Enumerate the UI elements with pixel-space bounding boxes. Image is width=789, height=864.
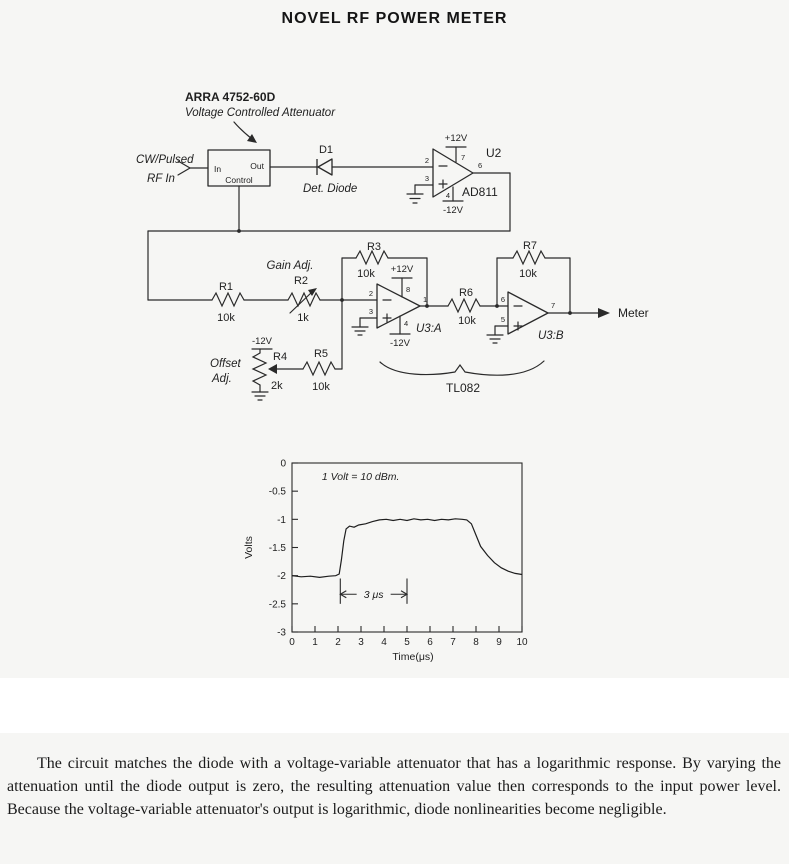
- x-tick-label: 0: [289, 637, 295, 648]
- attenuator-pin-control: Control: [225, 175, 253, 185]
- callout-arrow-line: [234, 122, 252, 139]
- tl082-brace: [380, 361, 544, 395]
- attenuator-pin-out: Out: [250, 161, 264, 171]
- u3b-ref: U3:B: [538, 330, 564, 342]
- u2-pin-6: 6: [478, 161, 483, 170]
- resistor-r7: [495, 240, 572, 315]
- attenuator-pin-in: In: [214, 164, 222, 174]
- u3a-pin-8: 8: [406, 285, 411, 294]
- resistor-zigzag-icon: [513, 251, 545, 264]
- d1-ref: D1: [318, 144, 334, 156]
- output-arrowhead-icon: [598, 308, 610, 318]
- x-tick-label: 6: [427, 637, 433, 648]
- y-tick-label: -2.5: [268, 599, 286, 611]
- input-label-line2: RF In: [147, 173, 175, 185]
- r1-value: 10k: [217, 312, 235, 324]
- offset-network: [210, 336, 342, 400]
- x-tick-label: 7: [450, 637, 456, 648]
- r2-value: 1k: [297, 312, 309, 324]
- resistor-zigzag-icon: [303, 362, 335, 375]
- u3b-pin-5: 5: [500, 315, 505, 324]
- offset-label-line2: Adj.: [212, 373, 232, 385]
- x-tick-label: 10: [516, 637, 528, 648]
- d1-label: Det. Diode: [303, 183, 358, 195]
- x-tick-label: 8: [473, 637, 479, 648]
- r6-value: 10k: [458, 315, 476, 327]
- x-tick-label: 1: [312, 637, 318, 648]
- r1-ref: R1: [218, 281, 234, 293]
- chart-canvas: [240, 448, 550, 678]
- u3a-ref: U3:A: [416, 323, 442, 335]
- u3b-pin-7: 7: [551, 301, 556, 310]
- plot-frame: [292, 463, 522, 632]
- r7-value: 10k: [519, 268, 537, 280]
- opamp-u2: [407, 133, 502, 216]
- resistor-zigzag-icon: [212, 293, 244, 306]
- attenuator-box: [208, 150, 270, 186]
- meter-label: Meter: [618, 306, 649, 320]
- y-axis-label: Volts: [243, 536, 255, 559]
- x-tick-label: 2: [335, 637, 341, 648]
- u3a-pin-1: 1: [423, 295, 428, 304]
- u3a-pin-4: 4: [404, 319, 409, 328]
- u2-vminus: -12V: [442, 205, 464, 216]
- y-tick-label: 0: [280, 458, 286, 470]
- detector-diode-d1: [270, 144, 433, 195]
- dual-opamp-label: TL082: [445, 381, 481, 395]
- u2-pin-3: 3: [424, 174, 429, 183]
- offset-label-line1: Offset: [210, 358, 241, 370]
- x-tick-label: 9: [496, 637, 502, 648]
- r4-value: 2k: [271, 380, 283, 392]
- u2-part: AD811: [462, 185, 498, 199]
- u2-pin-4: 4: [445, 191, 450, 200]
- u2-pin-2: 2: [424, 156, 429, 165]
- y-tick-label: -3: [277, 627, 286, 639]
- chart-note: 1 Volt = 10 dBm.: [321, 470, 400, 483]
- x-axis-label: Time(μs): [392, 651, 434, 663]
- caption-paragraph: The circuit matches the diode with a voltage-variable attenuator that has a logarithmic response. By varying the attenuation until the diode output is zero, the resulting attenuation value then corresponds to the input power level. Because the voltage-variable attenuator's output is logarithmic, diode nonlinearities become negligible.: [7, 755, 781, 818]
- r7-ref: R7: [522, 240, 538, 252]
- attenuator-callout: [185, 90, 336, 143]
- page-title: NOVEL RF POWER METER: [281, 10, 508, 27]
- circuit-schematic: [0, 85, 789, 425]
- r6-ref: R6: [458, 287, 474, 299]
- brace-icon: [380, 361, 544, 375]
- x-tick-label: 5: [404, 637, 410, 648]
- gain-adj-label: Gain Adj.: [266, 260, 314, 272]
- resistor-zigzag-icon: [448, 299, 480, 312]
- junction-dot: [237, 229, 241, 233]
- x-tick-label: 4: [381, 637, 387, 648]
- u3a-vplus: +12V: [390, 264, 414, 275]
- resistor-r1: [212, 281, 288, 324]
- resistor-zigzag-icon: [253, 353, 266, 385]
- attenuator-description: Voltage Controlled Attenuator: [185, 107, 336, 119]
- u3a-triangle: [377, 284, 420, 328]
- x-tick-label: 3: [358, 637, 364, 648]
- diode-symbol-icon: [318, 159, 332, 175]
- r3-value: 10k: [357, 268, 375, 280]
- u3a-pin-3: 3: [368, 307, 373, 316]
- u2-ref: U2: [486, 146, 502, 160]
- figure-chart: [240, 448, 550, 678]
- input-label-line1: CW/Pulsed: [136, 154, 194, 166]
- r3-ref: R3: [366, 241, 382, 253]
- y-tick-label: -0.5: [268, 486, 286, 498]
- r5-value: 10k: [312, 381, 330, 393]
- u2-vplus: +12V: [444, 133, 468, 144]
- u3a-pin-2: 2: [368, 289, 373, 298]
- y-tick-label: -2: [277, 571, 286, 583]
- resistor-r6: [420, 287, 508, 327]
- r4-supply: -12V: [251, 336, 273, 347]
- r2-ref: R2: [293, 275, 309, 287]
- y-tick-label: -1.5: [268, 543, 286, 554]
- y-tick-label: -1: [277, 514, 286, 526]
- u2-pin-7: 7: [461, 153, 466, 162]
- u3b-triangle: [508, 292, 548, 334]
- u3b-pin-6: 6: [500, 295, 505, 304]
- waveform-trace: [292, 519, 522, 578]
- r5-ref: R5: [313, 348, 329, 360]
- u3a-vminus: -12V: [389, 338, 411, 349]
- opamp-u3b: [487, 292, 649, 343]
- r4-ref: R4: [273, 351, 288, 363]
- rf-input: [136, 154, 208, 185]
- attenuator-part-number: ARRA 4752-60D: [185, 90, 276, 104]
- resistor-r3: [340, 241, 429, 369]
- pulse-width-label: 3 μs: [363, 588, 384, 601]
